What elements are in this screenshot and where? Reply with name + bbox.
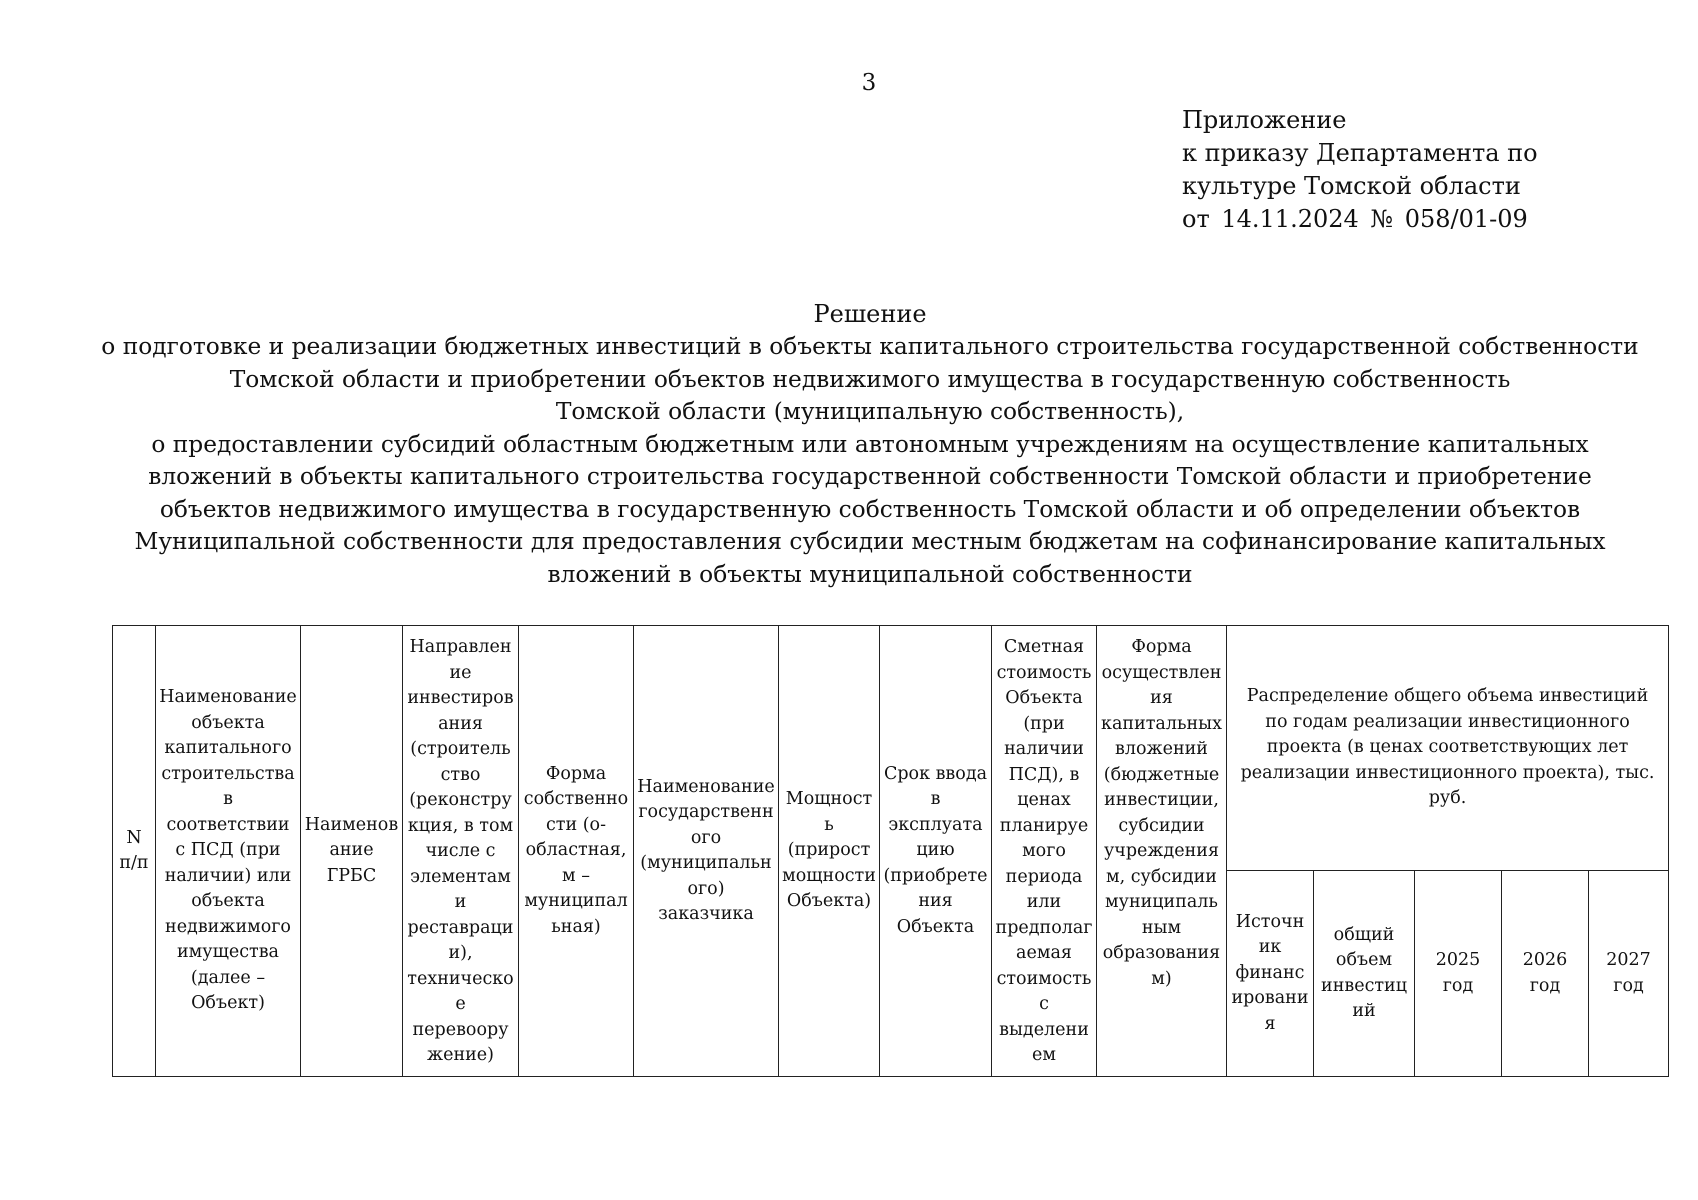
header-cell-distribution: Распределение общего объема инвестиций по годам реализации инвестиционного проекта (в ценах соответствующих лет реализации инвестиционного проекта), тыс. руб. [1227, 626, 1669, 871]
header-cell-estimated-cost: Сметная стоимость Объекта (при наличии ПСД), в ценах планируемого периода или предполагаемая стоимость с выделением [992, 626, 1097, 1077]
appendix-block [1182, 104, 1538, 236]
header-cell-grbs: Наименование ГРБС [301, 626, 403, 1077]
header-cell-direction: Направление инвестирования (строительство (реконструкция, в том числе с элементами реставрации), техническое перевооружение) [403, 626, 519, 1077]
decision-line: Томской области (муниципальную собственность), [555, 398, 1185, 425]
appendix-line-2: к приказу Департамента по [1182, 139, 1538, 167]
header-cell-year-2025: 2025 год [1415, 871, 1502, 1077]
header-cell-year-2026: 2026 год [1502, 871, 1589, 1077]
decision-line: вложений в объекты муниципальной собственности [547, 560, 1193, 588]
decision-text [100, 331, 1640, 591]
investment-table [112, 625, 1669, 1077]
decision-heading [100, 298, 1640, 591]
header-cell-ownership: Форма собственности (о-областная, м – муниципальная) [519, 626, 634, 1077]
decision-line: Томской области и приобретении объектов недвижимого имущества в государственную собственность [229, 365, 1511, 393]
header-cell-year-2027: 2027 год [1589, 871, 1669, 1077]
header-cell-investment-form: Форма осуществления капитальных вложений (бюджетные инвестиции, субсидии учреждениям, субсидии муниципальным образованиям) [1097, 626, 1227, 1077]
header-cell-total-investment: общий объем инвестиций [1314, 871, 1415, 1077]
header-cell-capacity: Мощность (прирост мощности Объекта) [779, 626, 880, 1077]
appendix-line-3: культуре Томской области [1182, 172, 1521, 200]
header-cell-number: N п/п [113, 626, 156, 1077]
appendix-order-number: от 14.11.2024 № 058/01-09 [1182, 205, 1528, 233]
page-number: 3 [861, 70, 877, 96]
appendix-line-1: Приложение [1182, 106, 1347, 134]
decision-line: объектов недвижимого имущества в государственную собственность Томской области и об определении объектов [159, 495, 1581, 523]
header-cell-object-name: Наименование объекта капитального строительства в соответствии с ПСД (при наличии) или объекта недвижимого имущества (далее – Объект) [156, 626, 301, 1077]
decision-line: вложений в объекты капитального строительства государственной собственности Томской области и приобретение [148, 463, 1592, 490]
header-cell-financing-source: Источник финансирования [1227, 871, 1314, 1077]
decision-line: Муниципальной собственности для предоставления субсидии местным бюджетам на софинансирование капитальных [134, 528, 1606, 555]
decision-title: Решение [813, 300, 927, 328]
header-cell-commissioning-term: Срок ввода в эксплуатацию (приобретения Объекта [880, 626, 992, 1077]
header-cell-customer: Наименование государственного (муниципального) заказчика [634, 626, 779, 1077]
decision-line: о предоставлении субсидий областным бюджетным или автономным учреждениям на осуществление капитальных [151, 430, 1589, 458]
decision-line: о подготовке и реализации бюджетных инвестиций в объекты капитального строительства государственной собственности [101, 333, 1639, 360]
